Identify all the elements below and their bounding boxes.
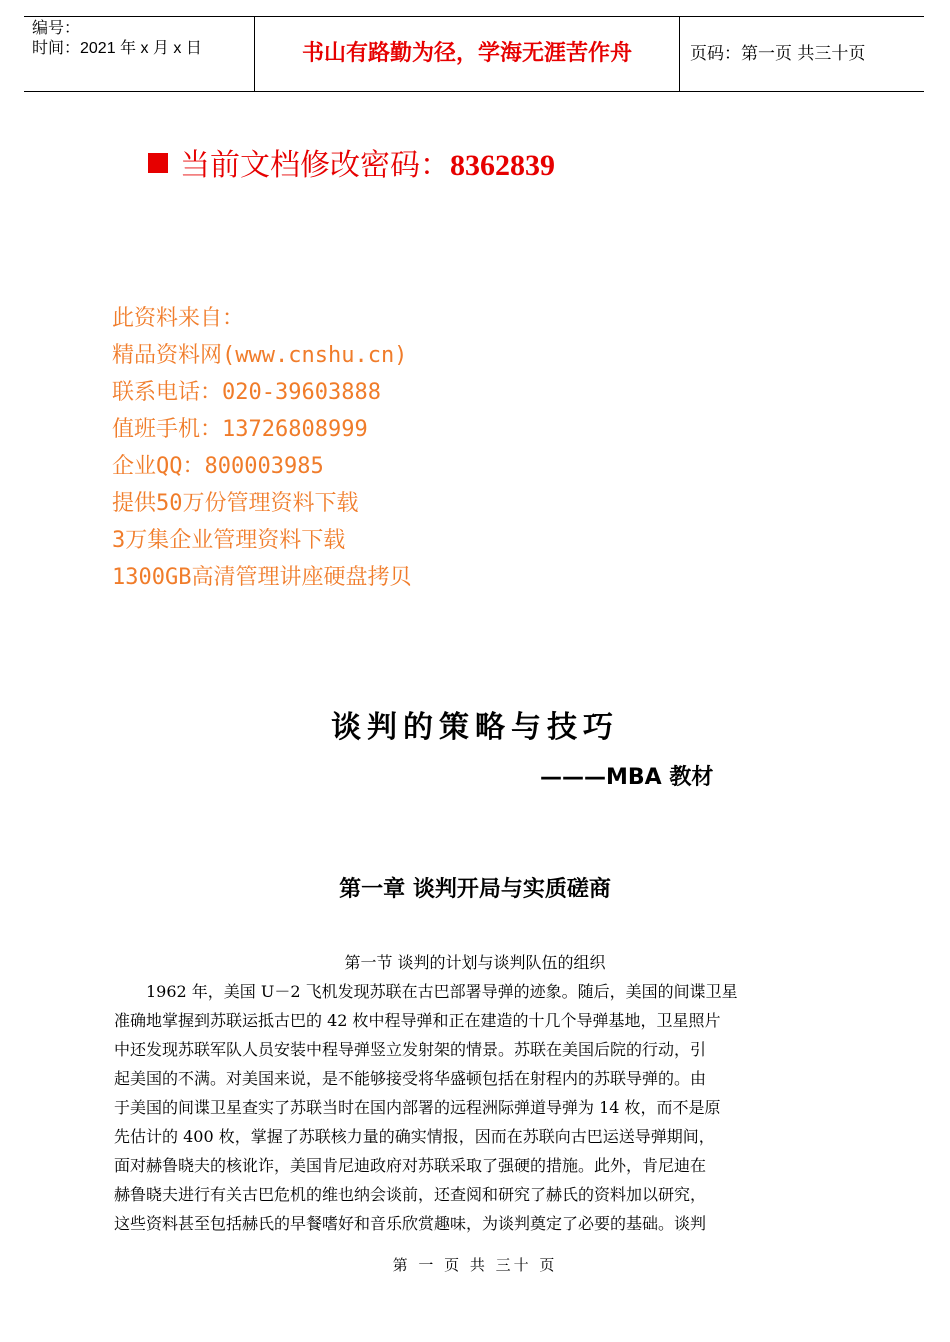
password-label: 当前文档修改密码： [180, 148, 450, 183]
header-time: 时间：2021 年 x 月 x 日 [32, 40, 202, 57]
source-line: 3万集企业管理资料下载 [112, 528, 346, 553]
body-line: 面对赫鲁晓夫的核讹诈，美国肯尼迪政府对苏联采取了强硬的措施。此外，肯尼迪在 [114, 1156, 707, 1175]
source-line: 联系电话：020-39603888 [112, 380, 381, 405]
password-notice [148, 146, 555, 186]
document-title: 谈判的策略与技巧 [331, 710, 619, 745]
body-line: 准确地掌握到苏联运抵古巴的 42 枚中程导弹和正在建造的十几个导弹基地，卫星照片 [114, 1011, 721, 1030]
chapter-heading: 第一章 谈判开局与实质磋商 [339, 877, 611, 902]
source-line: 精品资料网(www.cnshu.cn) [112, 343, 408, 368]
source-line: 此资料来自： [112, 306, 245, 331]
header-meta [24, 17, 254, 91]
source-line: 值班手机：13726808999 [112, 417, 368, 442]
header-page-info: 页码：第一页 共三十页 [690, 44, 866, 64]
page-footer: 第 一 页 共 三十 页 [392, 1256, 558, 1274]
document-subtitle: ———MBA 教材 [540, 765, 714, 790]
source-line: 企业QQ：800003985 [112, 454, 324, 479]
body-line: 中还发现苏联军队人员安装中程导弹竖立发射架的情景。苏联在美国后院的行动，引 [114, 1040, 707, 1059]
source-line: 1300GB高清管理讲座硬盘拷贝 [112, 565, 412, 590]
source-info [112, 300, 411, 596]
section-heading: 第一节 谈判的计划与谈判队伍的组织 [344, 953, 606, 972]
body-line: 起美国的不满。对美国来说，是不能够接受将华盛顿包括在射程内的苏联导弹的。由 [114, 1069, 707, 1088]
source-line: 提供50万份管理资料下载 [112, 491, 359, 516]
body-text [114, 977, 838, 1238]
body-line: 于美国的间谍卫星查实了苏联当时在国内部署的远程洲际弹道导弹为 14 枚，而不是原 [114, 1098, 721, 1117]
password-code: 8362839 [450, 149, 555, 182]
body-line: 1962 年，美国 U－2 飞机发现苏联在古巴部署导弹的迹象。随后，美国的间谍卫星 [114, 982, 738, 1001]
square-bullet-icon [148, 153, 168, 173]
body-line: 先估计的 400 枚，掌握了苏联核力量的确实情报，因而在苏联向古巴运送导弹期间， [114, 1127, 715, 1146]
header-number: 编号： [32, 20, 81, 37]
page-header [24, 16, 924, 92]
header-motto: 书山有路勤为径，学海无涯苦作舟 [254, 17, 680, 91]
body-line: 这些资料甚至包括赫氏的早餐嗜好和音乐欣赏趣味，为谈判奠定了必要的基础。谈判 [114, 1214, 707, 1233]
body-line: 赫鲁晓夫进行有关古巴危机的维也纳会谈前，还查阅和研究了赫氏的资料加以研究， [114, 1185, 707, 1204]
